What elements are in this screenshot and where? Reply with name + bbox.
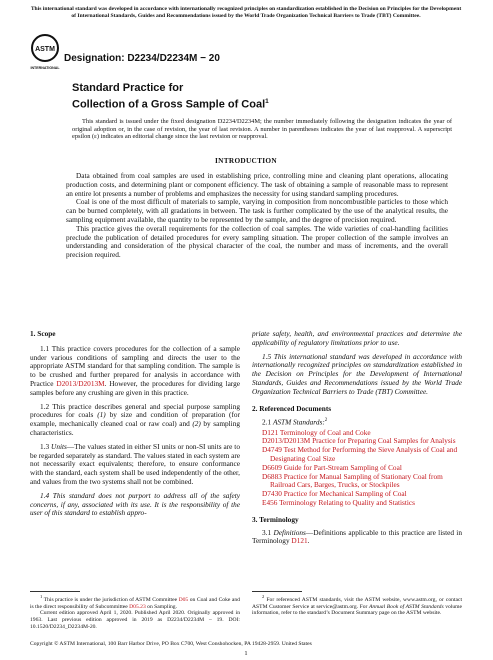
title-line-1: Standard Practice for — [72, 82, 184, 94]
scope-1-1: 1.1 This practice covers procedures for the collection of a sample under various conditions of sampling and directs the user to the appropriate ASTM standard for that sampling condition. The sample is to be crushed and further prepared for analysis in accordance with Practice D2013/D2013M. However, the procedures for dividing large samples before any crushing are given in this practice. — [30, 343, 240, 397]
subcommittee-link[interactable]: D05.23 — [129, 603, 146, 610]
ref-code[interactable]: D4749 — [262, 445, 282, 455]
refs-subheading: 2.1 ASTM Standards:$^2$ — [262, 417, 328, 427]
intro-section — [66, 172, 448, 260]
ref-item: D2013/D2013M Practice for Preparing Coal Samples for Analysis — [262, 436, 456, 446]
title-line-2: Collection of a Gross Sample of Coal — [72, 98, 266, 111]
scope-heading: 1. Scope — [30, 329, 56, 338]
terminology-heading: 3. Terminology — [252, 514, 299, 524]
intro-paragraph-2: Coal is one of the most difficult of materials to sample, varying in composition from noncombustible particles to those which can be burned completely, with all gradations in between. The task is further complicated by the use of the analytical results, the sampling equipment available, the quantity to be represented by the sample, and the degree of precision required. — [66, 197, 448, 224]
scope-1-5: 1.5 This international standard was developed in accordance with internationally recognized principles on standardization established in the Decision on Principles for the Development of International Standards, Guides and Recommendations issued by the World Trade Organization Technical Barriers to Trade (TBT) Committee. — [252, 351, 462, 396]
copyright: Copyright © ASTM International, 100 Barr Harbor Drive, PO Box C700, West Conshohocken, PA 19428-2959. United States — [30, 641, 312, 647]
ref-code[interactable]: D7430 — [262, 489, 282, 499]
ref-item: D7430 Practice for Mechanical Sampling of Coal — [262, 489, 407, 499]
intro-paragraph-3: This practice gives the overall requirements for the collection of coal samples. The wide varieties of coal-handling facilities preclude the publication of detailed procedures for every sampling situation. The proper collection of the sample involves an understanding and consideration of the physical character of the coal, the number and mass of increments, and the overall precision required. — [66, 223, 448, 260]
ref-item: D4749 Test Method for Performing the Sieve Analysis of Coal and Designating Coal Size — [262, 445, 458, 463]
ref-item: D6883 Practice for Manual Sampling of Stationary Coal from Railroad Cars, Barges, Trucks, or Stockpiles — [262, 471, 443, 490]
ref-code[interactable]: D2013/D2013M — [262, 436, 311, 446]
designation: Designation: D2234/D2234M − 20 — [64, 53, 220, 64]
committee-link[interactable]: D05 — [178, 596, 189, 603]
ref-code[interactable]: E456 — [262, 497, 278, 507]
top-notice: This international standard was developed in accordance with internationally recognized principles on standardization established in the Decision on Principles for the Development of International Standards, Guides and Recommendations issued by the World Trade Organization Technical Barriers to Trade (TBT) Committee. — [30, 6, 462, 19]
svg-text:ASTM: ASTM — [35, 46, 55, 53]
astm-logo-icon — [30, 33, 60, 73]
intro-heading: INTRODUCTION — [215, 156, 277, 165]
astm-logo — [30, 33, 60, 73]
ref-code[interactable]: D6609 — [262, 462, 282, 472]
page-number: 1 — [244, 650, 248, 657]
scope-1-2: 1.2 This practice describes general and special purpose sampling procedures for coals (1) by size and condition of preparation (for example, mechanically cleaned coal or raw coal) and (2) by sampling characteristics. — [30, 401, 240, 437]
footnote-rule-left — [30, 591, 80, 592]
ref-item: E456 Terminology Relating to Quality and Statistics — [262, 497, 415, 507]
scope-1-3: 1.3 Units—The values stated in either SI units or non-SI units are to be regarded separately as standard. The values stated in each system are not necessarily exact equivalents; therefore, to ensure conformance with the standard, each system shall be used independently of the other, and values from the two systems shall not be combined. — [30, 441, 240, 486]
refs-list — [252, 429, 462, 508]
scope-1-4-continued: priate safety, health, and environmental practices and determine the applicability of regulatory limitations prior to use. — [252, 329, 462, 347]
footnote-1: $^1$ This practice is under the jurisdiction of ASTM Committee D05 on Coal and Coke and is the direct responsibility of Subcommittee D05.23 on Sampling. Current edition approved April 1, 2020. Published April 2020. Originally approved in 1963. Last previous edition approved in 2019 as D2234/D2234M – 19. DOI: 10.1520/D2234_D2234M-20. — [30, 594, 240, 630]
ref-item: D121 Terminology of Coal and Coke — [262, 427, 371, 437]
ref-link-d121[interactable]: D121 — [291, 536, 308, 546]
terminology-3-1: 3.1 Definitions—Definitions applicable to this practice are listed in Terminology D121. — [252, 527, 462, 546]
intro-paragraph-1: Data obtained from coal samples are used in establishing price, controlling mine and cleaning plant operations, allocating production costs, and determining plant or component efficiency. The task of obtaining a sample of reasonable mass to represent an entire lot presents a number of problems and emphasizes the necessity for using standard sampling procedures. — [66, 171, 448, 198]
ref-item: D6609 Guide for Part-Stream Sampling of Coal — [262, 462, 402, 472]
refs-heading: 2. Referenced Documents — [252, 403, 332, 413]
left-column — [30, 330, 240, 518]
svg-text:INTERNATIONAL: INTERNATIONAL — [30, 66, 60, 70]
scope-1-4: 1.4 This standard does not purport to address all of the safety concerns, if any, associated with its use. It is the responsibility of the user of this standard to establish appro- — [30, 490, 240, 518]
footnote-2: $^2$ For referenced ASTM standards, visit the ASTM website, www.astm.org, or contact ASTM Customer Service at service@astm.org. For Annual Book of ASTM Standards volume information, refer to the standard’s Document Summary page on the ASTM website. — [252, 594, 462, 617]
page-title — [72, 82, 269, 112]
issue-note: This standard is issued under the fixed designation D2234/D2234M; the number immediately following the designation indicates the year of original adoption or, in the case of revision, the year of last revision. A number in parentheses indicates the year of last reapproval. A superscript epsilon (ε) indicates an editorial change since the last revision or reapproval. — [72, 118, 452, 141]
title-footnote-mark: 1 — [265, 98, 269, 105]
footnote-rule-right — [252, 591, 302, 592]
right-column — [252, 330, 462, 546]
ref-code[interactable]: D121 — [262, 427, 279, 437]
ref-code[interactable]: D6883 — [262, 471, 282, 481]
ref-link-d2013[interactable]: D2013/D2013M — [56, 378, 105, 388]
